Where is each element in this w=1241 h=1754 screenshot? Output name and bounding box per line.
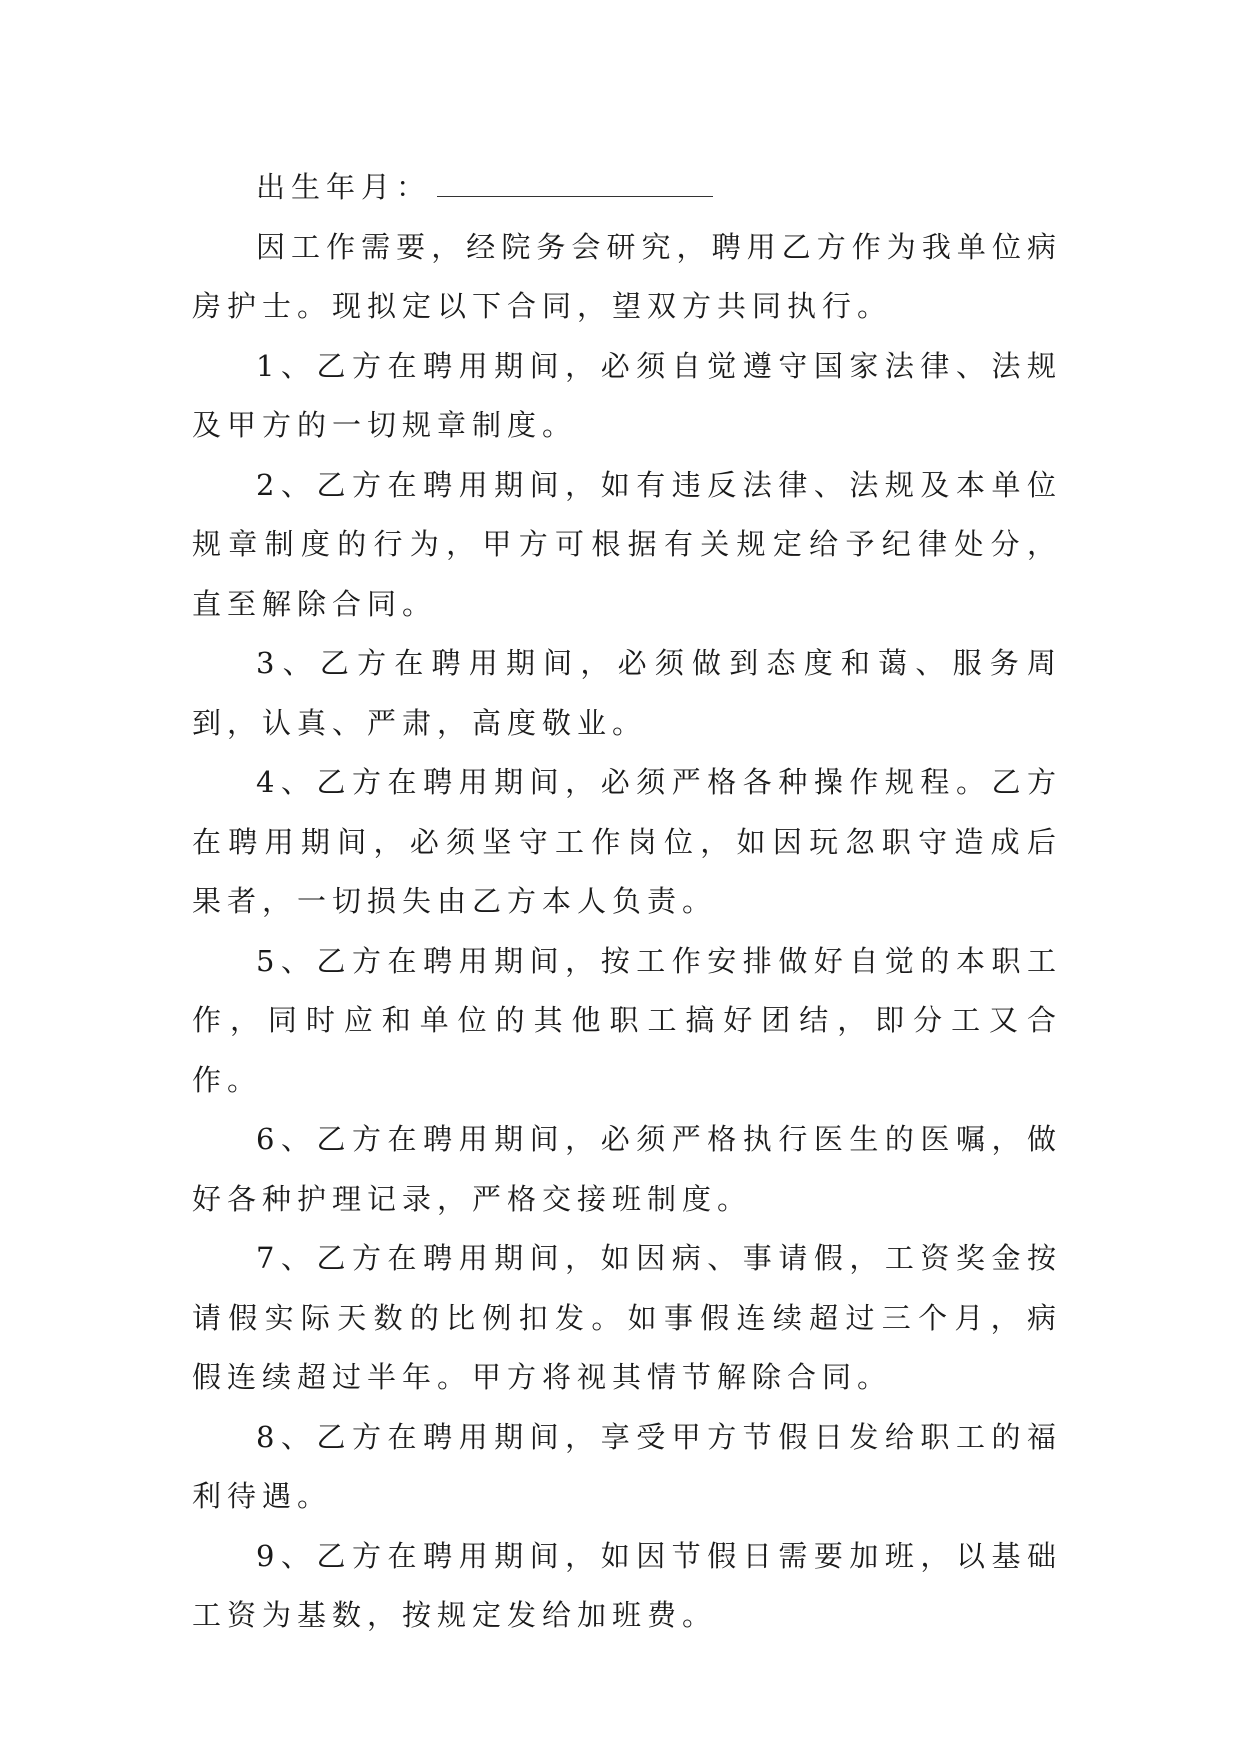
birth-date-line bbox=[192, 158, 1062, 218]
paragraph-clause-3: 3、乙方在聘用期间，必须做到态度和蔼、服务周到，认真、严肃，高度敬业。 bbox=[192, 646, 1062, 740]
paragraph-clause-6: 6、乙方在聘用期间，必须严格执行医生的医嘱，做好各种护理记录，严格交接班制度。 bbox=[192, 1122, 1062, 1216]
birth-date-label: 出生年月： bbox=[256, 170, 432, 204]
paragraph-clause-8: 8、乙方在聘用期间，享受甲方节假日发给职工的福利待遇。 bbox=[192, 1419, 1062, 1513]
paragraph-clause-2: 2、乙方在聘用期间，如有违反法律、法规及本单位规章制度的行为，甲方可根据有关规定给予纪律处分，直至解除合同。 bbox=[192, 467, 1062, 621]
birth-date-blank bbox=[437, 172, 713, 197]
paragraph-clause-7: 7、乙方在聘用期间，如因病、事请假，工资奖金按请假实际天数的比例扣发。如事假连续超过三个月，病假连续超过半年。甲方将视其情节解除合同。 bbox=[192, 1241, 1062, 1394]
paragraph-clause-9: 9、乙方在聘用期间，如因节假日需要加班，以基础工资为基数，按规定发给加班费。 bbox=[192, 1538, 1062, 1632]
paragraph-clause-5: 5、乙方在聘用期间，按工作安排做好自觉的本职工作，同时应和单位的其他职工搞好团结，即分工又合作。 bbox=[192, 943, 1062, 1097]
paragraph-clause-1: 1、乙方在聘用期间，必须自觉遵守国家法律、法规及甲方的一切规章制度。 bbox=[192, 348, 1062, 442]
contract-body bbox=[192, 158, 1062, 1646]
paragraph-intro: 因工作需要，经院务会研究，聘用乙方作为我单位病房护士。现拟定以下合同，望双方共同执行。 bbox=[192, 229, 1062, 323]
paragraph-clause-4: 4、乙方在聘用期间，必须严格各种操作规程。乙方在聘用期间，必须坚守工作岗位，如因玩忽职守造成后果者，一切损失由乙方本人负责。 bbox=[192, 765, 1062, 918]
